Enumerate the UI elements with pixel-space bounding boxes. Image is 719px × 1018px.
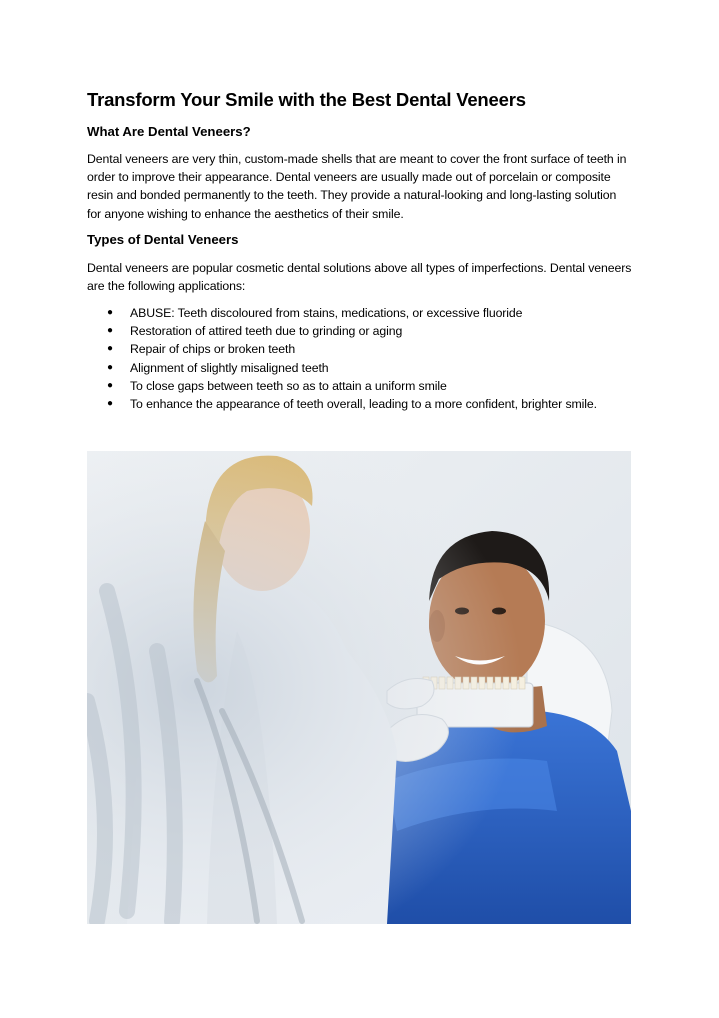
bullet-icon: ● — [107, 361, 113, 373]
list-item: ● Alignment of slightly misaligned teeth — [87, 359, 632, 377]
bullet-icon: ● — [107, 343, 113, 355]
list-item: ● To close gaps between teeth so as to attain a uniform smile — [87, 377, 632, 395]
section-paragraph-what-are: Dental veneers are very thin, custom-made shells that are meant to cover the front surface of teeth in order to improve their appearance. Dental veneers are usually made out of porcelain or composite resin and bonded permanently to the teeth. They provide a natural-looking and long-lasting solution for anyone wishing to enhance the aesthetics of their smile. — [87, 152, 627, 221]
bullet-icon: ● — [107, 325, 113, 337]
dentist-patient-photo — [87, 451, 631, 924]
list-item: ● Restoration of attired teeth due to grinding or aging — [87, 322, 632, 340]
section-heading-what-are: What Are Dental Veneers? — [87, 124, 251, 139]
page-title: Transform Your Smile with the Best Dental Veneers — [87, 89, 526, 110]
bullet-icon: ● — [107, 379, 113, 391]
section-heading-types: Types of Dental Veneers — [87, 232, 239, 247]
bullet-icon: ● — [107, 307, 113, 318]
list-item: ● ABUSE: Teeth discoloured from stains, medications, or excessive fluoride — [87, 304, 632, 322]
list-item: ● Repair of chips or broken teeth — [87, 340, 632, 358]
list-item: ● To enhance the appearance of teeth overall, leading to a more confident, brighter smile. — [87, 395, 632, 413]
applications-list — [87, 304, 632, 413]
bullet-icon: ● — [107, 398, 113, 410]
section-paragraph-types: Dental veneers are popular cosmetic dental solutions above all types of imperfections. Dental veneers are the following applications: — [87, 261, 632, 294]
